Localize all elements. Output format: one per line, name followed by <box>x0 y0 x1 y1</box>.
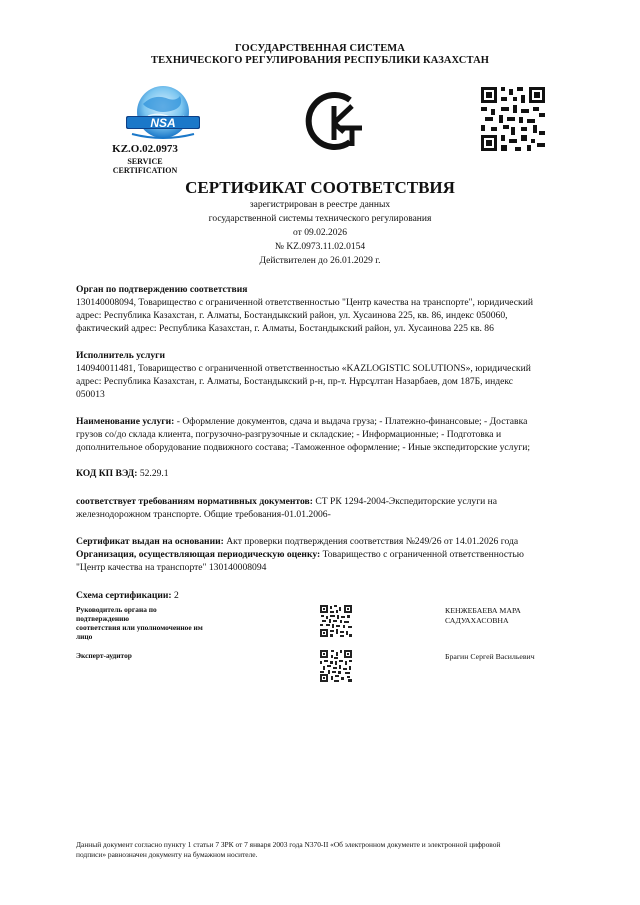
authority-line-3: фактический адрес: Республика Казахстан, г. Алматы, Бостандыкский район, ул. Хусаинова 225 кв. 86 <box>76 323 494 334</box>
registration-number: № KZ.0973.11.02.0154 <box>274 242 366 252</box>
authority-line-1: 130140008094, Товарищество с ограниченной ответственностью "Центр качества на транспорте", юридический <box>76 297 533 308</box>
service-name-label: Наименование услуги: <box>76 416 175 427</box>
periodic-line-1 <box>76 548 596 561</box>
header-line-1: ГОСУДАРСТВЕННАЯ СИСТЕМА <box>234 43 405 54</box>
registration-line-1: зарегистрирован в реестре данных <box>249 200 391 210</box>
legal-footer-line-1: Данный документ согласно пункту 1 статьи 7 ЗРК от 7 января 2003 года N370-II «Об электронном документе и электронной цифровой <box>76 840 501 849</box>
scheme-line <box>76 589 596 602</box>
signature-qr-code-expert <box>320 650 352 682</box>
nsa-accreditation-code: KZ.O.02.0973 <box>112 143 178 155</box>
service-name-line-2: грузов со/до склада клиента, погрузочно-разгрузочные и складские; - Информационные; - Подготовка и <box>76 429 502 440</box>
conformity-text: СТ РК 1294-2004-Экспедиторские услуги на <box>312 496 498 507</box>
head-signatory-name-2: САДУАХАСОВНА <box>445 616 509 625</box>
conformity-line-2: железнодорожном транспорте. Общие требования-01.01.2006- <box>76 509 331 520</box>
basis-value: Акт проверки подтверждения соответствия №249/26 от 14.01.2026 года <box>223 536 519 547</box>
expert-auditor-label: Эксперт-аудитор <box>76 651 132 660</box>
head-signatory-name-1: КЕНЖЕБАЕВА МАРА <box>445 606 521 615</box>
registration-date: от 09.02.2026 <box>293 228 347 238</box>
scheme-value: 2 <box>171 590 179 601</box>
conformity-line-1 <box>76 495 596 508</box>
periodic-line-2: "Центр качества на транспорте" 130140008094 <box>76 562 267 573</box>
service-name-line-3: дополнительное оборудование подвижного состава; -Таможенное оформление; - Иные экспедиторские услуги; <box>76 442 531 453</box>
activity-code-value: 52.29.1 <box>137 468 169 479</box>
nsa-logo-text: NSA <box>150 116 176 130</box>
nsa-service-label: SERVICE <box>127 157 163 166</box>
service-name-text: - Оформление документов, сдача и выдача груза; - Платежно-финансовые; - Доставка <box>174 416 528 427</box>
provider-line-1: 140940011481, Товарищество с ограниченной ответственностью «KAZLOGISTIC SOLUTIONS», юридический <box>76 363 531 374</box>
head-signatory-label-1: Руководитель органа по <box>76 605 157 614</box>
provider-line-2: адрес: Республика Казахстан, г. Алматы, Бостандыкский р-н, пр-т. Нұрсұлтан Назарбаев, дом 187Б, индекс <box>76 376 514 387</box>
nsa-logo <box>118 84 208 144</box>
activity-code <box>76 467 596 480</box>
header-line-2: ТЕХНИЧЕСКОГО РЕГУЛИРОВАНИЯ РЕСПУБЛИКИ КАЗАХСТАН <box>150 55 490 66</box>
legal-footer-line-2: подписи» равнозначен документу на бумажном носителе. <box>76 850 258 859</box>
valid-until: Действителен до 26.01.2029 г. <box>259 256 381 266</box>
activity-code-label: КОД КП ВЭД: <box>76 468 138 479</box>
registration-line-2: государственной системы технического регулирования <box>208 214 432 224</box>
conformity-mark-logo <box>300 86 370 156</box>
authority-heading: Орган по подтверждению соответствия <box>76 284 248 295</box>
periodic-text: Товарищество с ограниченной ответственностью <box>320 549 524 560</box>
provider-line-3: 050013 <box>76 389 105 400</box>
basis-line <box>76 535 596 548</box>
conformity-label: соответствует требованиям нормативных документов: <box>76 496 313 507</box>
conformity-mark-letters: СТ <box>300 86 302 87</box>
nsa-certification-label: CERTIFICATION <box>112 166 178 175</box>
scheme-label: Схема сертификации: <box>76 590 172 601</box>
qr-code-main <box>481 87 545 151</box>
signature-qr-code-head <box>320 605 352 637</box>
periodic-label: Организация, осуществляющая периодическую оценку: <box>76 549 321 560</box>
certificate-title: СЕРТИФИКАТ СООТВЕТСТВИЯ <box>185 178 455 197</box>
service-name-line-1 <box>76 415 596 428</box>
head-signatory-label-3: соответствия или уполномоченное им <box>76 623 203 632</box>
basis-label: Сертификат выдан на основании: <box>76 536 224 547</box>
expert-auditor-name: Брагин Сергей Васильевич <box>445 652 535 661</box>
provider-heading: Исполнитель услуги <box>76 350 166 361</box>
head-signatory-label-2: подтверждению <box>76 614 130 623</box>
authority-line-2: адрес: Республика Казахстан, г. Алматы, Бостандыкский район, ул. Хусаинова 225, кв. 86, индекс 050060, <box>76 310 508 321</box>
head-signatory-label-4: лицо <box>76 632 93 641</box>
